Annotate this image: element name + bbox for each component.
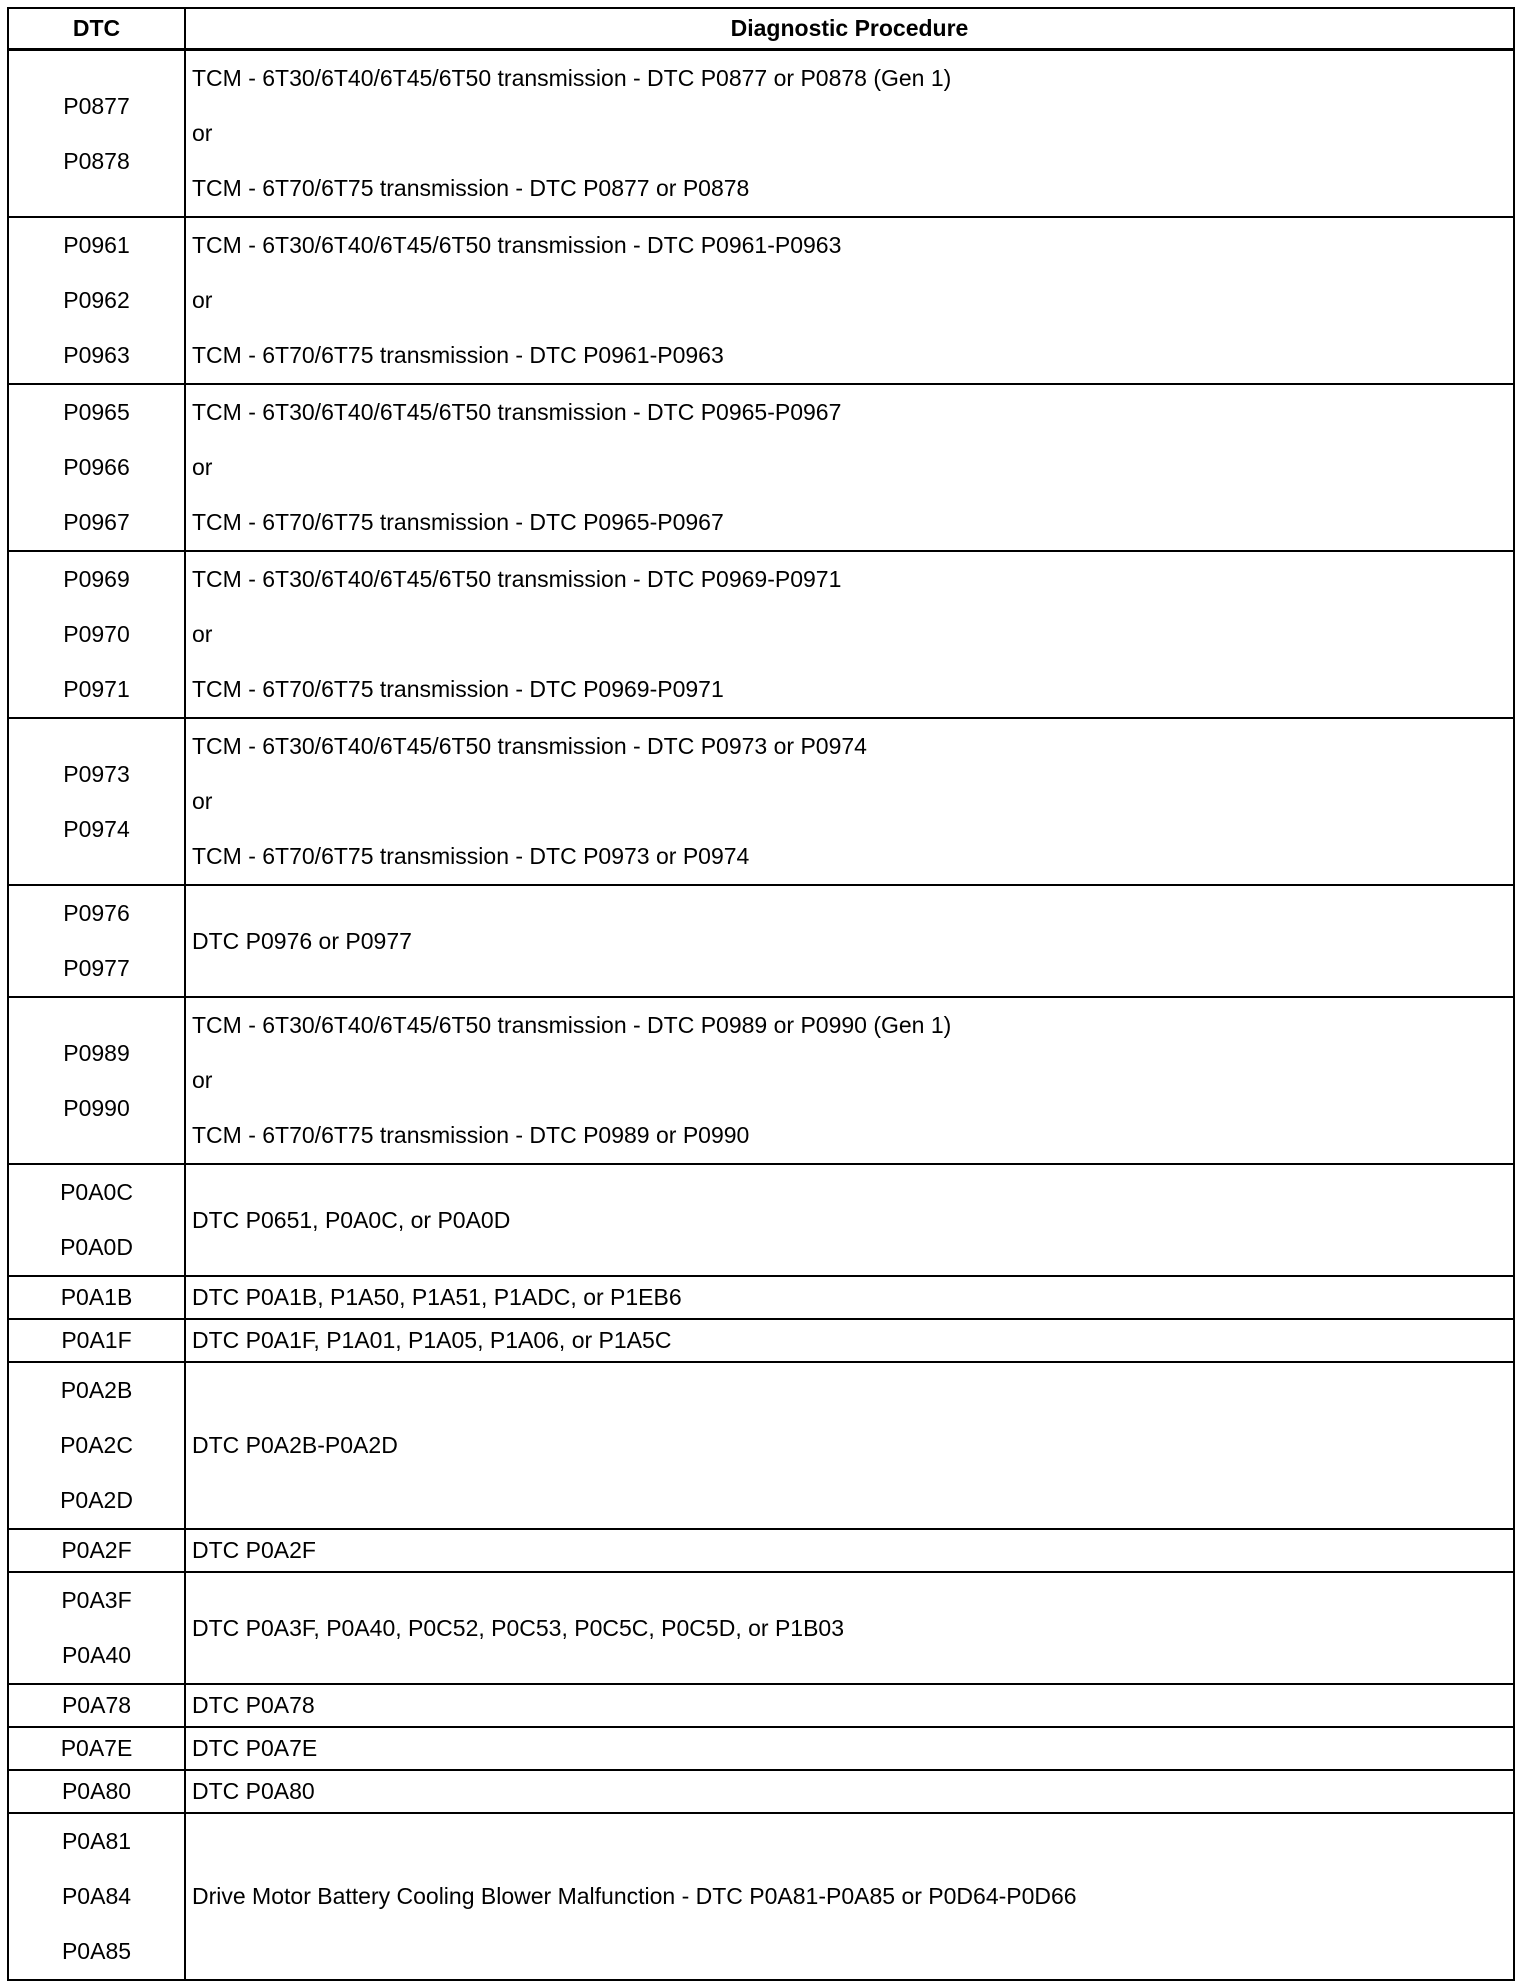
- procedure-text: TCM - 6T30/6T40/6T45/6T50 transmission - DTC P0877 or P0878 (Gen 1): [192, 65, 952, 91]
- procedure-text: TCM - 6T30/6T40/6T45/6T50 transmission - DTC P0989 or P0990 (Gen 1): [192, 1012, 952, 1038]
- dtc-code: P0977: [63, 955, 130, 981]
- table-row: [8, 718, 1514, 885]
- procedure-text: TCM - 6T30/6T40/6T45/6T50 transmission - DTC P0973 or P0974: [192, 733, 867, 759]
- table-row: [8, 1276, 1514, 1319]
- dtc-code: P0A1B: [60, 1284, 133, 1310]
- procedure-text: TCM - 6T70/6T75 transmission - DTC P0961-P0963: [192, 342, 724, 368]
- dtc-cell: [8, 718, 185, 885]
- dtc-code: P0971: [63, 676, 130, 702]
- dtc-code: P0973: [63, 760, 130, 787]
- dtc-cell: [8, 1362, 185, 1529]
- procedure-text: DTC P0A80: [192, 1778, 315, 1804]
- dtc-code: P0A0C: [60, 1179, 133, 1205]
- procedure-cell: [185, 1727, 1514, 1770]
- procedure-text: TCM - 6T70/6T75 transmission - DTC P0973 or P0974: [192, 843, 750, 869]
- dtc-column-header: DTC: [8, 8, 185, 50]
- procedure-cell: [185, 551, 1514, 718]
- dtc-cell: [8, 1727, 185, 1770]
- dtc-cell: [8, 551, 185, 718]
- table-row: [8, 1362, 1514, 1529]
- procedure-cell: [185, 997, 1514, 1164]
- procedure-text: DTC P0A2F: [192, 1537, 316, 1563]
- procedure-cell: [185, 1164, 1514, 1276]
- procedure-cell: [185, 384, 1514, 551]
- dtc-code: P0A2F: [61, 1537, 132, 1563]
- procedure-text: DTC P0A3F, P0A40, P0C52, P0C53, P0C5C, P0C5D, or P1B03: [192, 1614, 844, 1641]
- procedure-cell: [185, 1572, 1514, 1684]
- procedure-text: TCM - 6T30/6T40/6T45/6T50 transmission - DTC P0965-P0967: [192, 399, 842, 425]
- dtc-cell: [8, 217, 185, 384]
- dtc-code: P0A7E: [60, 1735, 133, 1761]
- procedure-text: DTC P0A1B, P1A50, P1A51, P1ADC, or P1EB6: [192, 1284, 682, 1310]
- dtc-code: P0962: [63, 287, 130, 313]
- dtc-code: P0990: [63, 1094, 130, 1121]
- dtc-cell: [8, 1529, 185, 1572]
- procedure-text: DTC P0A2B-P0A2D: [192, 1432, 398, 1458]
- procedure-cell: [185, 1362, 1514, 1529]
- table-row: [8, 1529, 1514, 1572]
- procedure-column-header: Diagnostic Procedure: [185, 8, 1514, 50]
- dtc-code: P0970: [63, 621, 130, 647]
- procedure-text: DTC P0A1F, P1A01, P1A05, P1A06, or P1A5C: [192, 1327, 672, 1353]
- procedure-cell: [185, 217, 1514, 384]
- table-row: [8, 551, 1514, 718]
- table-row: [8, 1319, 1514, 1362]
- procedure-cell: [185, 1276, 1514, 1319]
- procedure-cell: [185, 718, 1514, 885]
- dtc-cell: [8, 885, 185, 997]
- procedure-cell: [185, 1529, 1514, 1572]
- table-row: [8, 384, 1514, 551]
- dtc-cell: [8, 997, 185, 1164]
- dtc-code: P0A40: [61, 1642, 132, 1668]
- procedure-text: DTC P0976 or P0977: [192, 927, 412, 954]
- procedure-text: TCM - 6T30/6T40/6T45/6T50 transmission - DTC P0969-P0971: [192, 566, 842, 592]
- procedure-text: Drive Motor Battery Cooling Blower Malfunction - DTC P0A81-P0A85 or P0D64-P0D66: [192, 1883, 1077, 1909]
- dtc-code: P0A0D: [60, 1234, 133, 1260]
- dtc-code: P0966: [63, 454, 130, 480]
- dtc-code: P0A84: [61, 1883, 132, 1909]
- table-row: [8, 217, 1514, 384]
- dtc-code: P0967: [63, 509, 130, 535]
- dtc-code: P0969: [63, 566, 130, 592]
- table-row: [8, 1727, 1514, 1770]
- procedure-text: DTC P0651, P0A0C, or P0A0D: [192, 1206, 511, 1233]
- dtc-cell: [8, 1770, 185, 1813]
- procedure-text: TCM - 6T70/6T75 transmission - DTC P0965-P0967: [192, 509, 724, 535]
- table-row: [8, 1770, 1514, 1813]
- table-row: [8, 997, 1514, 1164]
- dtc-code: P0A78: [61, 1692, 132, 1718]
- dtc-cell: [8, 1572, 185, 1684]
- dtc-code: P0976: [63, 900, 130, 926]
- procedure-text: or: [192, 454, 213, 480]
- table-row: [8, 50, 1514, 218]
- procedure-text: or: [192, 621, 213, 647]
- procedure-text: or: [192, 287, 213, 313]
- procedure-text: or: [192, 120, 213, 146]
- procedure-text: or: [192, 788, 213, 814]
- table-row: [8, 885, 1514, 997]
- dtc-code: P0965: [63, 399, 130, 425]
- procedure-cell: [185, 885, 1514, 997]
- dtc-code: P0A80: [61, 1778, 132, 1804]
- procedure-cell: [185, 1319, 1514, 1362]
- dtc-code: P0A85: [61, 1938, 132, 1964]
- procedure-cell: [185, 1684, 1514, 1727]
- procedure-text: DTC P0A7E: [192, 1735, 318, 1761]
- procedure-text: TCM - 6T70/6T75 transmission - DTC P0877 or P0878: [192, 175, 750, 201]
- dtc-cell: [8, 50, 185, 218]
- dtc-code: P0961: [63, 232, 130, 258]
- dtc-code: P0A2C: [60, 1432, 133, 1458]
- procedure-text: DTC P0A78: [192, 1692, 315, 1718]
- procedure-cell: [185, 1770, 1514, 1813]
- dtc-cell: [8, 1164, 185, 1276]
- procedure-cell: [185, 1813, 1514, 1980]
- dtc-code: P0A2D: [60, 1487, 133, 1513]
- dtc-code: P0878: [63, 147, 130, 174]
- table-row: [8, 1164, 1514, 1276]
- dtc-code: P0A1F: [61, 1327, 132, 1353]
- dtc-cell: [8, 384, 185, 551]
- dtc-code: P0974: [63, 815, 130, 842]
- header-row: [8, 8, 1514, 50]
- dtc-code: P0A3F: [61, 1587, 132, 1613]
- procedure-cell: [185, 50, 1514, 218]
- table-row: [8, 1684, 1514, 1727]
- dtc-code: P0A81: [61, 1828, 132, 1854]
- dtc-table: [7, 7, 1515, 1981]
- table-row: [8, 1813, 1514, 1980]
- dtc-cell: [8, 1276, 185, 1319]
- dtc-code: P0877: [63, 92, 130, 119]
- dtc-code: P0963: [63, 342, 130, 368]
- procedure-text: or: [192, 1067, 213, 1093]
- procedure-text: TCM - 6T30/6T40/6T45/6T50 transmission - DTC P0961-P0963: [192, 232, 842, 258]
- dtc-cell: [8, 1684, 185, 1727]
- table-row: [8, 1572, 1514, 1684]
- dtc-cell: [8, 1813, 185, 1980]
- table-body: [8, 50, 1514, 1981]
- procedure-text: TCM - 6T70/6T75 transmission - DTC P0969-P0971: [192, 676, 724, 702]
- dtc-cell: [8, 1319, 185, 1362]
- dtc-code: P0989: [63, 1039, 130, 1066]
- procedure-text: TCM - 6T70/6T75 transmission - DTC P0989 or P0990: [192, 1122, 750, 1148]
- dtc-code: P0A2B: [60, 1377, 133, 1403]
